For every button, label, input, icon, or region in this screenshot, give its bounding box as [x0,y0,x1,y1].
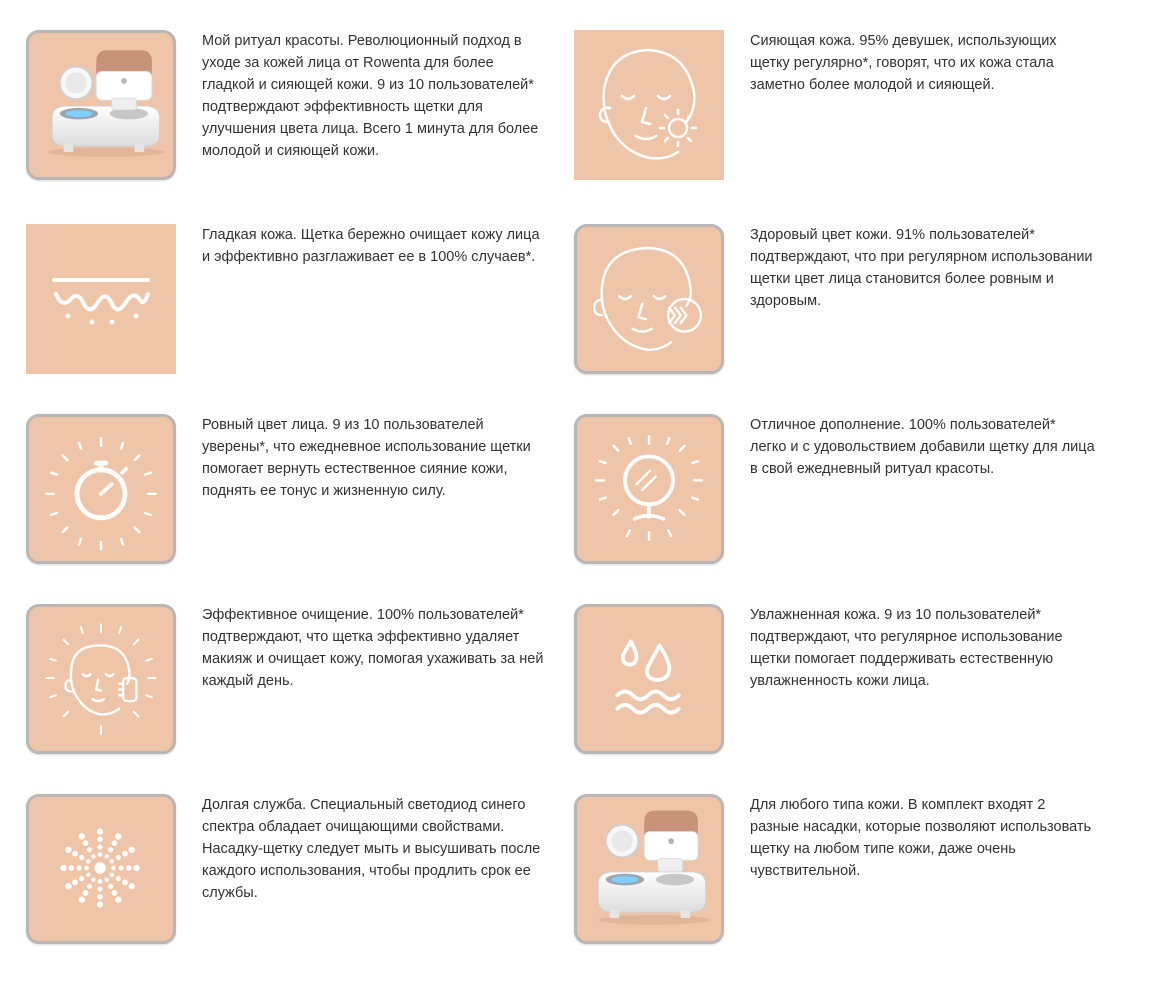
feature-card-even [26,414,574,564]
mirror-icon [577,417,721,561]
feature-card-any-skin [574,794,1122,944]
feature-text: Долгая служба. Специальный светодиод синего спектра обладает очищающими свойствами. Насадку-щетку следует мыть и высушивать после каждого использования, чтобы продлить срок ее службы. [202,797,541,901]
feature-text: Мой ритуал красоты. Революционный подход в уходе за кожей лица от Rowenta для более гладкой и сияющей кожи. 9 из 10 пользователей* подтверждают эффективность щетки для улучшения цвета лица. Всего 1 минута для более молодой и сияющей кожи. [202,33,539,159]
feature-card-healthy [574,224,1122,374]
feature-tile [574,224,724,374]
feature-text: Сияющая кожа. 95% девушек, использующих щетку регулярно*, говорят, что их кожа стала заметно более молодой и сияющей. [750,33,1057,93]
feature-card-radiant [574,30,1122,180]
smooth-wave-icon [26,224,176,374]
feature-tile [574,794,724,944]
feature-text: Ровный цвет лица. 9 из 10 пользователей уверены*, что ежедневное использование щетки помогает вернуть естественное сияние кожи, поднять ее тонус и жизненную силу. [202,417,531,499]
feature-tile [26,414,176,564]
feature-tile [574,414,724,564]
feature-text: Отличное дополнение. 100% пользователей* легко и с удовольствием добавили щетку для лица в свой ежедневный ритуал красоты. [750,417,1095,477]
device-icon [29,33,173,177]
feature-tile [574,30,724,180]
feature-tile [574,604,724,754]
stopwatch-icon [29,417,173,561]
feature-card-cleansing [26,604,574,754]
feature-card-durable [26,794,574,944]
water-drops-icon [577,607,721,751]
device-icon [577,797,721,941]
feature-text: Увлажненная кожа. 9 из 10 пользователей* подтверждают, что регулярное использование щетки помогает поддерживать естественную увлажненность кожи лица. [750,607,1063,689]
feature-tile [26,224,176,374]
feature-text: Здоровый цвет кожи. 91% пользователей* подтверждают, что при регулярном использовании щетки цвет лица становится более ровным и здоровым. [750,227,1093,309]
feature-text: Гладкая кожа. Щетка бережно очищает кожу лица и эффективно разглаживает ее в 100% случаев*. [202,227,540,265]
feature-card-ritual [26,30,574,180]
feature-tile [26,794,176,944]
face-sun-icon [574,30,724,180]
face-cleansing-icon [29,607,173,751]
feature-card-hydrated [574,604,1122,754]
feature-text: Эффективное очищение. 100% пользователей* подтверждают, что щетка эффективно удаляет макияж и очищает кожу, помогая ухаживать за ней каждый день. [202,607,544,689]
feature-tile [26,30,176,180]
face-brush-icon [577,227,721,371]
feature-text: Для любого типа кожи. В комплект входят 2 разные насадки, которые позволяют использовать щетку на любом типе кожи, даже очень чувствительной. [750,797,1092,879]
led-light-icon [29,797,173,941]
feature-card-smooth [26,224,574,374]
feature-card-addition [574,414,1122,564]
feature-tile [26,604,176,754]
